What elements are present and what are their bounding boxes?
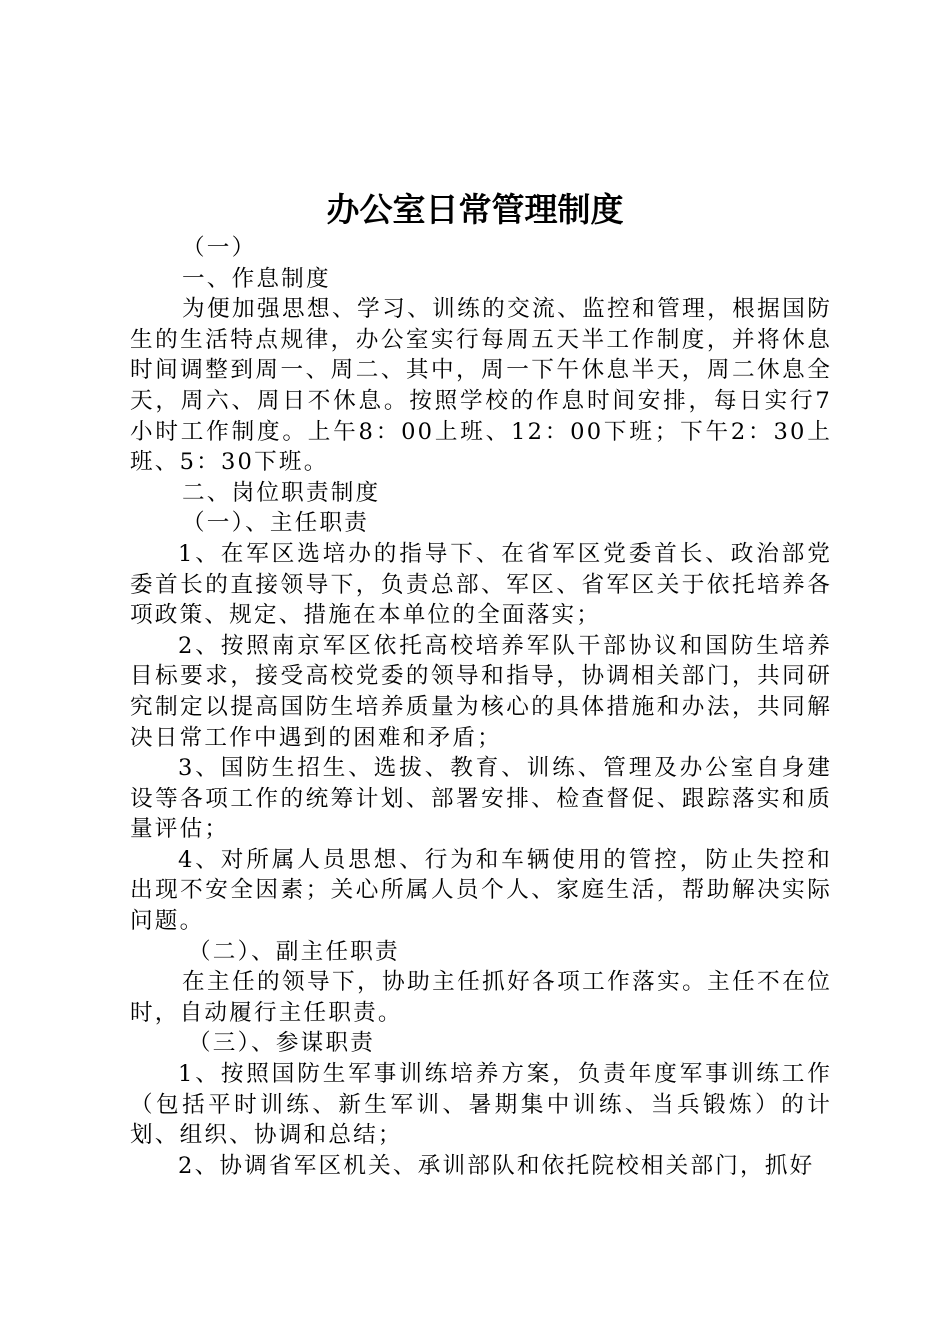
paragraph-staff-duty-2: 2、协调省军区机关、承训部队和依托院校相关部门，抓好 bbox=[178, 1152, 815, 1179]
subheading-deputy-director-duties: （二）、副主任职责 bbox=[188, 938, 400, 965]
subheading-director-duties: （一）、主任职责 bbox=[182, 510, 370, 537]
paragraph-director-duty-1: 1、在军区选培办的指导下、在省军区党委首长、政治部党委首长的直接领导下，负责总部、军区、省军区关于依托培养各项政策、规定、措施在本单位的全面落实； bbox=[130, 540, 832, 629]
document-title: 办公室日常管理制度 bbox=[326, 190, 624, 229]
heading-rest-system: 一、作息制度 bbox=[182, 265, 331, 292]
heading-job-duties: 二、岗位职责制度 bbox=[182, 479, 381, 506]
paragraph-rest-system: 为便加强思想、学习、训练的交流、监控和管理，根据国防生的生活特点规律，办公室实行每周五天半工作制度，并将休息时间调整到周一、周二、其中，周一下午休息半天，周二休息全天，周六、周日不休息。按照学校的作息时间安排，每日实行7小时工作制度。上午8：00上班、12：00下班；下午2：30上班、5：30下班。 bbox=[130, 296, 832, 476]
subheading-staff-officer-duties: （三）、参谋职责 bbox=[188, 1030, 376, 1057]
paragraph-director-duty-4: 4、对所属人员思想、行为和车辆使用的管控，防止失控和出现不安全因素；关心所属人员个人、家庭生活，帮助解决实际问题。 bbox=[130, 846, 832, 935]
paragraph-director-duty-2: 2、按照南京军区依托高校培养军队干部协议和国防生培养目标要求，接受高校党委的领导和指导，协调相关部门，共同研究制定以提高国防生培养质量为核心的具体措施和办法，共同解决日常工作中遇到的困难和矛盾； bbox=[130, 632, 832, 751]
paragraph-deputy-director-duty: 在主任的领导下，协助主任抓好各项工作落实。主任不在位时，自动履行主任职责。 bbox=[130, 969, 832, 1026]
paragraph-section-marker: （一） bbox=[182, 235, 257, 261]
paragraph-staff-duty-1: 1、按照国防生军事训练培养方案，负责年度军事训练工作（包括平时训练、新生军训、暑期集中训练、当兵锻炼）的计划、组织、协调和总结； bbox=[130, 1061, 832, 1149]
paragraph-director-duty-3: 3、国防生招生、选拔、教育、训练、管理及办公室自身建设等各项工作的统筹计划、部署安排、检查督促、跟踪落实和质量评估； bbox=[130, 755, 832, 843]
document-body bbox=[130, 233, 832, 1181]
